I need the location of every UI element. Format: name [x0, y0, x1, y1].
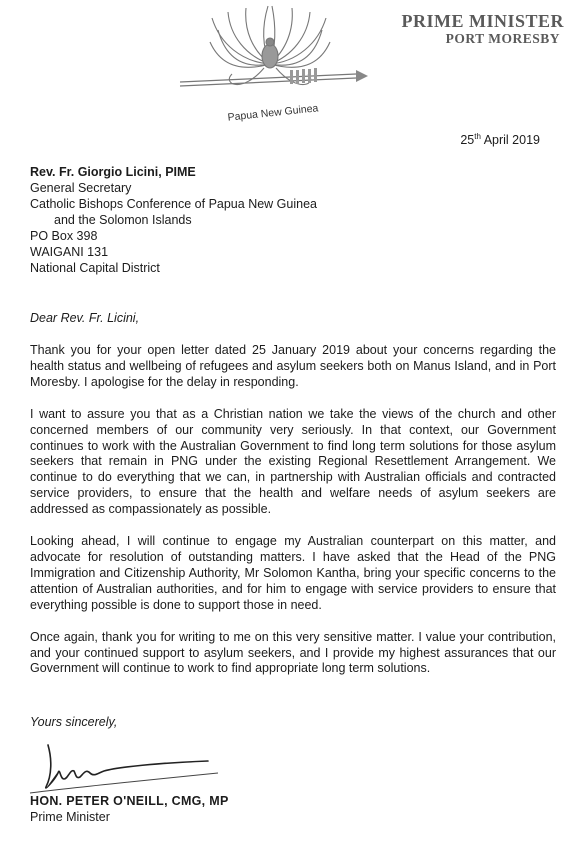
date-suffix: th	[474, 132, 481, 141]
address-line: General Secretary	[30, 181, 132, 195]
crest-caption: Papua New Guinea	[227, 102, 319, 124]
body-paragraph: Once again, thank you for writing to me on this very sensitive matter. I value your contribution, and your continued support to asylum seekers, and I provide my highest assurances that our Government will continue to work to find appropriate long term solutions.	[30, 629, 556, 676]
closing: Yours sincerely,	[30, 715, 118, 729]
letter-date	[460, 132, 540, 147]
body-paragraph: Looking ahead, I will continue to engage my Australian counterpart on this matter, and advocate for resolution of outstanding matters. I have asked that the Head of the PNG Immigration and Citizenship Authority, Mr Solomon Kantha, bring your specific concerns to the attention of Australian authorities, and for him to engage with service providers to ensure that everything possible is done to support those in need.	[30, 534, 556, 612]
bird-of-paradise-emblem	[172, 4, 368, 114]
signatory-name: HON. PETER O'NEILL, CMG, MP	[30, 794, 229, 808]
signatory-title: Prime Minister	[30, 810, 110, 824]
date-rest: April 2019	[480, 133, 540, 148]
office-title: PRIME MINISTER	[401, 11, 564, 31]
address-line: WAIGANI 131	[30, 245, 109, 259]
date-day: 25	[460, 133, 475, 148]
address-line: PO Box 398	[30, 229, 98, 243]
address-line: and the Solomon Islands	[54, 213, 192, 227]
png-crest	[172, 4, 368, 128]
handwritten-signature	[18, 735, 228, 800]
address-line: Catholic Bishops Conference of Papua New Guinea	[30, 197, 317, 211]
letter-body	[30, 343, 556, 693]
salutation: Dear Rev. Fr. Licini,	[30, 311, 140, 325]
body-paragraph: Thank you for your open letter dated 25 January 2019 about your concerns regarding the health status and wellbeing of refugees and asylum seekers both on Manus Island, and in Port Moresby. I apologise for the delay in responding.	[30, 343, 556, 389]
address-line: National Capital District	[30, 261, 160, 275]
letterhead-title-block	[401, 11, 564, 47]
office-location: PORT MORESBY	[445, 31, 560, 46]
recipient-address	[30, 164, 317, 276]
body-paragraph: I want to assure you that as a Christian nation we take the views of the church and other concerned members of our community very seriously. In that context, our Government continues to work with the Australian Government to find long term solutions for those asylum seekers that remain in PNG under the existing Regional Resettlement Arrangement. We continue to do everything that we can, in partnership with Australian officials and contracted service providers, to ensure that the health and welfare needs of asylum seekers are addressed as compassionately as possible.	[30, 406, 556, 517]
recipient-name: Rev. Fr. Giorgio Licini, PIME	[30, 165, 196, 179]
